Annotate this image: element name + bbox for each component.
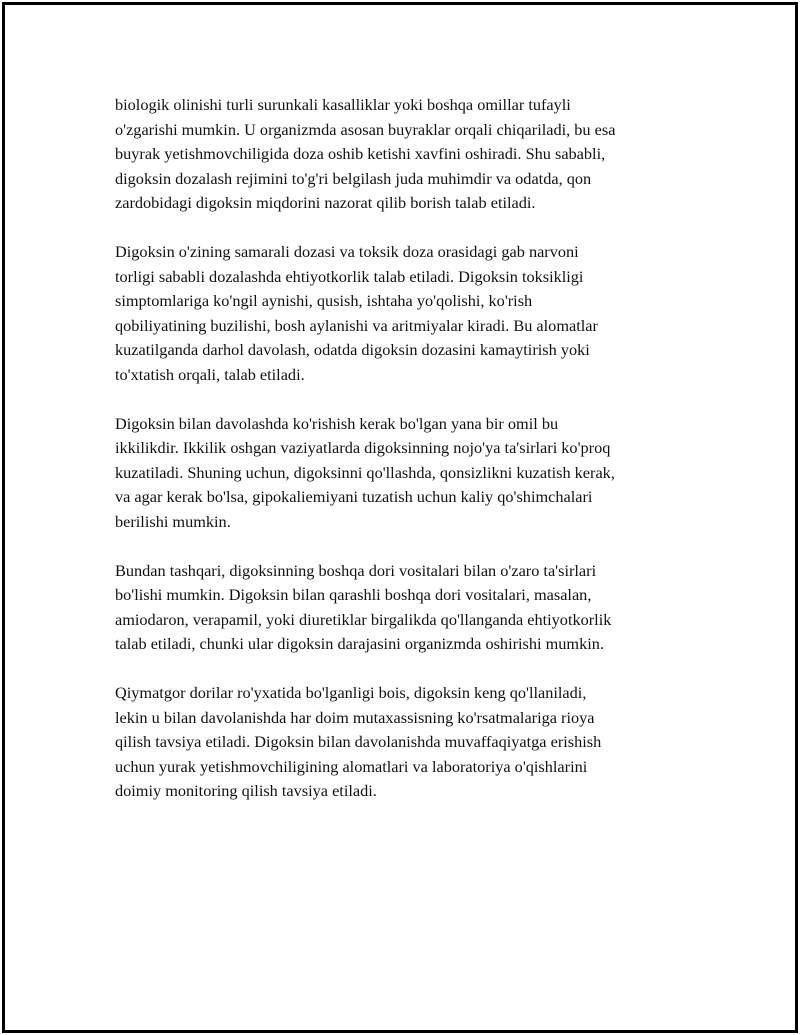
text-line: berilishi mumkin.	[115, 511, 231, 531]
text-line: to'xtatish orqali, talab etiladi.	[115, 364, 305, 384]
paragraph-5	[115, 681, 695, 804]
paragraph-1	[115, 93, 695, 216]
paragraph-3	[115, 412, 695, 535]
text-line: ikkilikdir. Ikkilik oshgan vaziyatlarda digoksinning nojo'ya ta'sirlari ko'proq	[115, 438, 611, 457]
text-line: doimiy monitoring qilish tavsiya etiladi.	[115, 781, 377, 800]
paragraph-4	[115, 559, 695, 657]
text-line: bo'lishi mumkin. Digoksin bilan qarashli boshqa dori vositalari, masalan,	[115, 585, 592, 604]
text-line: simptomlariga ko'ngil aynishi, qusish, ishtaha yo'qolishi, ko'rish	[115, 291, 533, 310]
text-line: uchun yurak yetishmovchiligining alomatlari va laboratoriya o'qishlarini	[115, 756, 588, 776]
text-line: buyrak yetishmovchiligida doza oshib ketishi xavfini oshiradi. Shu sababli,	[115, 144, 606, 163]
text-line: Qiymatgor dorilar ro'yxatida bo'lganligi bois, digoksin keng qo'llaniladi,	[115, 683, 587, 702]
text-line: zardobidagi digoksin miqdorini nazorat qilib borish talab etiladi.	[115, 193, 536, 212]
text-line: va agar kerak bo'lsa, gipokaliemiyani tuzatish uchun kaliy qo'shimchalari	[115, 487, 593, 506]
text-line: qobiliyatining buzilishi, bosh aylanishi va aritmiyalar kiradi. Bu alomatlar	[115, 315, 598, 335]
text-line: o'zgarishi mumkin. U organizmda asosan buyraklar orqali chiqariladi, bu esa	[115, 119, 616, 139]
text-line: torligi sababli dozalashda ehtiyotkorlik talab etiladi. Digoksin toksikligi	[115, 266, 584, 286]
text-line: Digoksin bilan davolashda ko'rishish kerak bo'lgan yana bir omil bu	[115, 413, 559, 433]
text-line: biologik olinishi turli surunkali kasalliklar yoki boshqa omillar tufayli	[115, 95, 571, 114]
paragraph-2	[115, 240, 695, 387]
text-line: Bundan tashqari, digoksinning boshqa dori vositalari bilan o'zaro ta'sirlari	[115, 560, 597, 580]
text-line: kuzatilganda darhol davolash, odatda digoksin dozasini kamaytirish yoki	[115, 340, 590, 359]
text-line: kuzatiladi. Shuning uchun, digoksinni qo'llashda, qonsizlikni kuzatish kerak,	[115, 462, 615, 482]
text-line: talab etiladi, chunki ular digoksin darajasini organizmda oshirishi mumkin.	[115, 634, 604, 653]
text-line: amiodaron, verapamil, yoki diuretiklar birgalikda qo'llanganda ehtiyotkorlik	[115, 609, 612, 629]
text-line: Digoksin o'zining samarali dozasi va toksik doza orasidagi gab narvoni	[115, 242, 579, 261]
text-line: digoksin dozalash rejimini to'g'ri belgilash juda muhimdir va odatda, qon	[115, 168, 592, 188]
document-body	[115, 93, 695, 828]
text-line: lekin u bilan davolanishda har doim mutaxassisning ko'rsatmalariga rioya	[115, 707, 595, 727]
text-line: qilish tavsiya etiladi. Digoksin bilan davolanishda muvaffaqiyatga erishish	[115, 732, 602, 751]
